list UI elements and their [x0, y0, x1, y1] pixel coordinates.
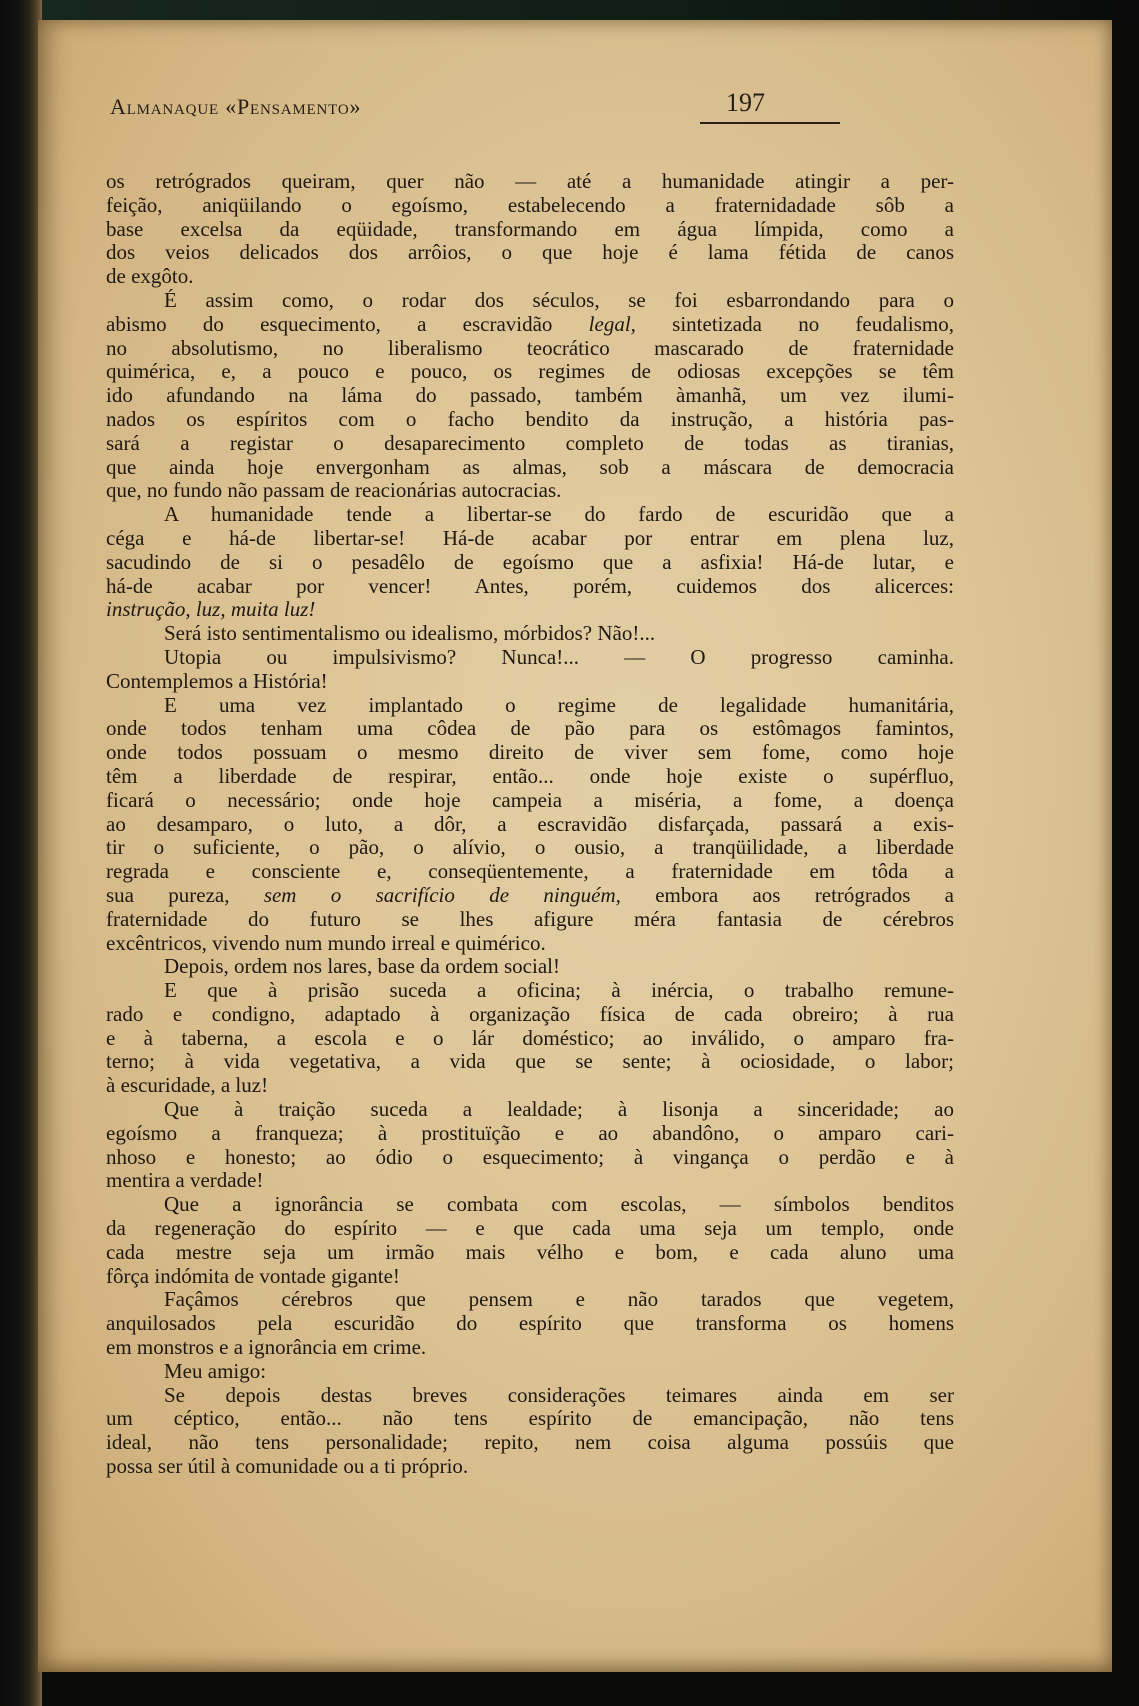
- text-line: cada mestre seja um irmão mais vélho e bom, e cada aluno uma: [106, 1240, 954, 1264]
- text-line: um céptico, então... não tens espírito de emancipação, não tens: [106, 1407, 954, 1431]
- text-line: há-de acabar por vencer! Antes, porém, cuidemos dos alicerces:: [106, 574, 954, 598]
- text-span: embora aos retrógrados a: [620, 883, 954, 907]
- text-line: [106, 313, 954, 337]
- text-line: sará a registar o desaparecimento completo de todas as tiranias,: [106, 431, 954, 455]
- text-line: de exgôto.: [106, 265, 194, 289]
- text-line: instrução, luz, muita luz!: [106, 598, 316, 622]
- text-line: ideal, não tens personalidade; repito, nem coisa alguma possúis que: [106, 1431, 954, 1455]
- text-line: Meu amigo:: [164, 1359, 267, 1383]
- text-line: e à taberna, a escola e o lár doméstico; ao inválido, o amparo fra-: [106, 1026, 954, 1050]
- text-line: anquilosados pela escuridão do espírito que transforma os homens: [106, 1312, 954, 1336]
- scan-left-edge: [0, 0, 42, 1706]
- book-page: [38, 20, 1112, 1672]
- text-line: nados os espíritos com o facho bendito da instrução, a história pas-: [106, 407, 954, 431]
- text-line: mentira a verdade!: [106, 1169, 264, 1193]
- running-title: Almanaque «Pensamento»: [110, 94, 362, 119]
- text-line: Contemplemos a História!: [106, 669, 328, 693]
- text-span: sintetizada no feudalismo,: [635, 312, 954, 336]
- text-line: que, no fundo não passam de reacionárias autocracias.: [106, 479, 562, 503]
- text-line: em monstros e a ignorância em crime.: [106, 1336, 427, 1360]
- text-line: no absolutismo, no liberalismo teocrático mascarado de fraternidade: [106, 336, 954, 360]
- text-line: os retrógrados queiram, quer não — até a humanidade atingir a per-: [106, 170, 954, 193]
- page-number: 197: [726, 88, 765, 117]
- text-line: base excelsa da eqüidade, transformando em água límpida, como a: [106, 217, 954, 241]
- text-line: possa ser útil à comunidade ou a ti próprio.: [106, 1455, 469, 1479]
- text-line: É assim como, o rodar dos séculos, se foi esbarrondando para o: [164, 288, 954, 312]
- text-line: quimérica, e, a pouco e pouco, os regimes de odiosas excepções se têm: [106, 360, 954, 384]
- text-line: ido afundando na láma do passado, também àmanhã, um vez ilumi-: [106, 384, 954, 408]
- text-line: dos veios delicados dos arrôios, o que hoje é lama fétida de canos: [106, 241, 954, 265]
- text-line: tir o suficiente, o pão, o alívio, o ousio, a tranqüilidade, a liberdade: [106, 836, 954, 860]
- text-line: E uma vez implantado o regime de legalidade humanitária,: [164, 693, 954, 717]
- text-line: que ainda hoje envergonham as almas, sob a máscara de democracia: [106, 455, 954, 479]
- text-line: feição, aniqüilando o egoísmo, estabelecendo a fraternidadade sôb a: [106, 193, 954, 217]
- text-line: fraternidade do futuro se lhes afigure méra fantasia de cérebros: [106, 907, 954, 931]
- text-line: onde todos tenham uma côdea de pão para os estômagos famintos,: [106, 717, 954, 741]
- text-line: céga e há-de libertar-se! Há-de acabar por entrar em plena luz,: [106, 526, 954, 550]
- text-line: rado e condigno, adaptado à organização física de cada obreiro; à rua: [106, 1002, 954, 1026]
- text-line: terno; à vida vegetativa, a vida que se sente; à ociosidade, o labor;: [106, 1050, 954, 1074]
- text-line: ao desamparo, o luto, a dôr, a escravidão disfarçada, passará a exis-: [106, 812, 954, 836]
- emphasis-text: legal,: [588, 312, 636, 336]
- text-line: da regeneração do espírito — e que cada uma seja um templo, onde: [106, 1217, 954, 1241]
- scan-top-strip: [0, 0, 1139, 22]
- text-line: Se depois destas breves considerações teimares ainda em ser: [164, 1383, 954, 1407]
- text-line: Depois, ordem nos lares, base da ordem social!: [164, 955, 560, 979]
- text-line: E que à prisão suceda a oficina; à inércia, o trabalho remune-: [164, 979, 954, 1003]
- text-line: onde todos possuam o mesmo direito de viver sem fome, como hoje: [106, 741, 954, 765]
- header-rule: [700, 122, 840, 124]
- text-line: [106, 884, 954, 908]
- text-line: Façâmos cérebros que pensem e não tarados que vegetem,: [164, 1288, 954, 1312]
- emphasis-text: sem o sacrifício de ninguém,: [263, 883, 621, 907]
- text-line: Utopia ou impulsivismo? Nunca!... — O progresso caminha.: [164, 645, 954, 669]
- text-line: egoísmo a franqueza; à prostituïção e ao abandôno, o amparo cari-: [106, 1121, 954, 1145]
- text-line: fôrça indómita de vontade gigante!: [106, 1264, 400, 1288]
- body-text: [106, 170, 954, 1479]
- text-line: Que a ignorância se combata com escolas, — símbolos benditos: [164, 1193, 954, 1217]
- text-line: Que à traição suceda a lealdade; à lisonja a sinceridade; ao: [164, 1098, 954, 1122]
- text-line: A humanidade tende a libertar-se do fardo de escuridão que a: [164, 503, 954, 527]
- text-line: Será isto sentimentalismo ou idealismo, mórbidos? Não!...: [164, 622, 656, 646]
- text-line: têm a liberdade de respirar, então... onde hoje existe o supérfluo,: [106, 764, 954, 788]
- text-line: regrada e consciente e, conseqüentemente, a fraternidade em tôda a: [106, 860, 954, 884]
- text-line: à escuridade, a luz!: [106, 1074, 269, 1098]
- text-span: sua pureza,: [106, 883, 264, 907]
- text-line: nhoso e honesto; ao ódio o esquecimento; à vingança o perdão e à: [106, 1145, 954, 1169]
- text-line: sacudindo de si o pesadêlo de egoísmo que a asfixia! Há-de lutar, e: [106, 550, 954, 574]
- text-span: abismo do esquecimento, a escravidão: [106, 312, 589, 336]
- running-head: [110, 88, 900, 128]
- text-line: ficará o necessário; onde hoje campeia a miséria, a fome, a doença: [106, 788, 954, 812]
- text-line: excêntricos, vivendo num mundo irreal e quimérico.: [106, 931, 546, 955]
